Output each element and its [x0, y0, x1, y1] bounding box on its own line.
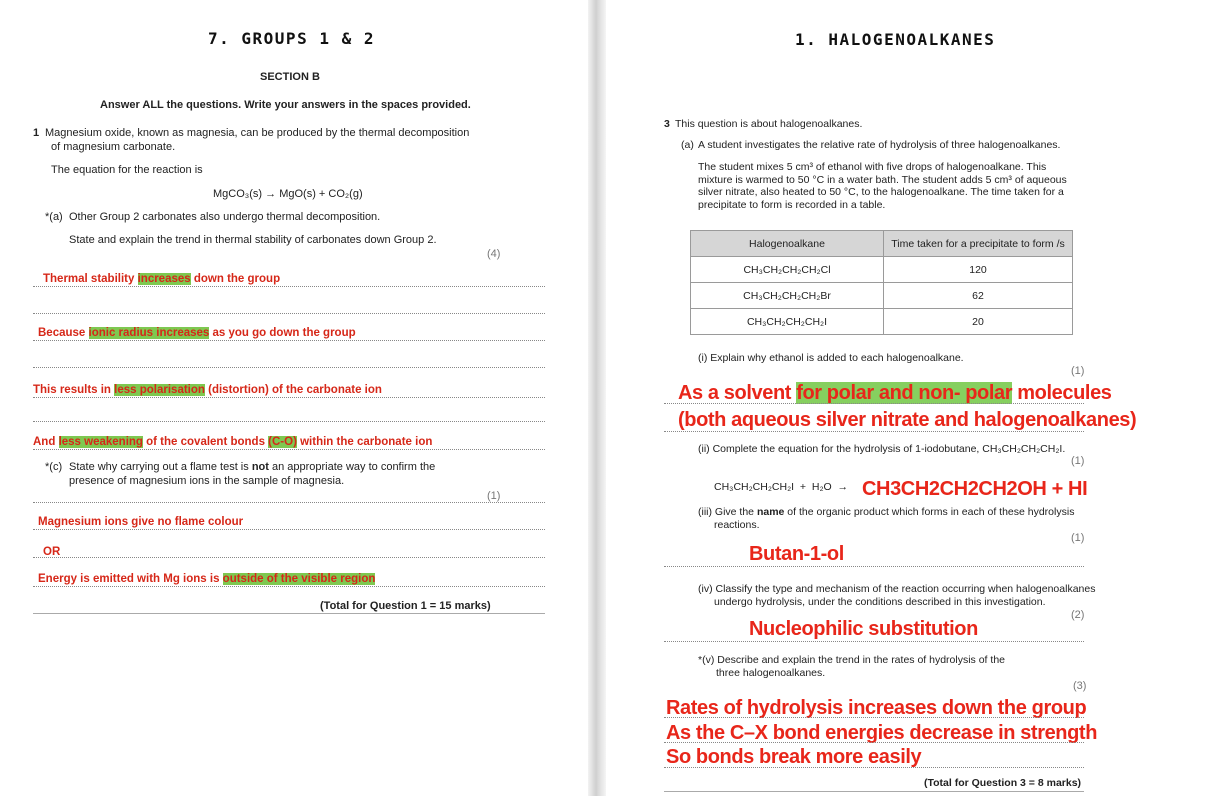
answer-text: Thermal stability increases down the group — [43, 273, 281, 285]
answer-line — [664, 431, 1084, 432]
part-text: presence of magnesium ions in the sample of magnesia. — [69, 475, 345, 487]
sub-question: reactions. — [714, 519, 760, 531]
marks: (2) — [1071, 609, 1085, 621]
table-row — [691, 309, 1073, 335]
equation: MgCO₃(s) → MgO(s) + CO₂(g) — [213, 188, 363, 200]
table-row — [691, 257, 1073, 283]
answer-line — [664, 566, 1084, 567]
method-text: precipitate to form is recorded in a table. — [698, 199, 886, 211]
instructions: Answer ALL the questions. Write your answers in the spaces provided. — [100, 99, 471, 111]
part-label: (a) — [681, 139, 694, 151]
question-text: This question is about halogenoalkanes. — [675, 118, 863, 130]
table-cell: 20 — [884, 309, 1073, 335]
marks: (4) — [487, 248, 501, 260]
answer-text: Because ionic radius increases as you go down the group — [38, 327, 356, 339]
answer-line — [33, 286, 545, 287]
table-cell: 120 — [884, 257, 1073, 283]
left-page — [0, 0, 588, 796]
answer-text: (both aqueous silver nitrate and halogenoalkanes) — [678, 409, 1137, 431]
answer-text: As the C–X bond energies decrease in strength — [666, 722, 1098, 744]
section-heading: SECTION B — [260, 71, 320, 83]
table-cell: CH₃CH₂CH₂CH₂I — [691, 309, 884, 335]
sub-question: (i) Explain why ethanol is added to each halogenoalkane. — [698, 352, 964, 364]
part-label: *(c) — [45, 461, 63, 473]
answer-text: So bonds break more easily — [666, 746, 922, 768]
answer-line — [664, 767, 1084, 768]
sub-question: three halogenoalkanes. — [716, 667, 826, 679]
left-page-title: 7. GROUPS 1 & 2 — [208, 29, 375, 48]
answer-text: Butan-1-ol — [749, 543, 844, 565]
sub-question: (iii) Give the name of the organic product which forms in each of these hydrolysis — [698, 506, 1075, 518]
answer-line — [33, 557, 545, 558]
part-text: A student investigates the relative rate of hydrolysis of three halogenoalkanes. — [698, 139, 1061, 151]
answer-line — [33, 313, 545, 314]
part-label: *(a) — [45, 211, 63, 223]
marks: (1) — [487, 490, 501, 502]
sub-question: (ii) Complete the equation for the hydrolysis of 1-iodobutane, CH₃CH₂CH₂CH₂I. — [698, 443, 1066, 455]
answer-line — [33, 340, 545, 341]
answer-line — [33, 397, 545, 398]
answer-text: This results in less polarisation (distortion) of the carbonate ion — [33, 384, 382, 396]
sub-question: *(v) Describe and explain the trend in the rates of hydrolysis of the — [698, 654, 1005, 666]
question-total: (Total for Question 1 = 15 marks) — [320, 600, 491, 612]
answer-text: Energy is emitted with Mg ions is outside of the visible region — [38, 573, 376, 585]
marks: (1) — [1071, 455, 1085, 467]
equation-intro: The equation for the reaction is — [51, 164, 203, 176]
table-header: Halogenoalkane — [691, 231, 884, 257]
question-text-line: Magnesium oxide, known as magnesia, can be produced by the thermal decomposition — [45, 127, 470, 139]
sub-question: undergo hydrolysis, under the conditions described in this investigation. — [714, 596, 1046, 608]
marks: (3) — [1073, 680, 1087, 692]
answer-line — [664, 641, 1084, 642]
right-page — [606, 0, 1205, 796]
table-cell: CH₃CH₂CH₂CH₂Br — [691, 283, 884, 309]
answer-line — [664, 717, 1084, 718]
part-text: Other Group 2 carbonates also undergo thermal decomposition. — [69, 211, 381, 223]
table-cell: 62 — [884, 283, 1073, 309]
answer-text: CH3CH2CH2CH2OH + HI — [862, 478, 1088, 500]
method-text: The student mixes 5 cm³ of ethanol with five drops of halogenoalkane. This — [698, 161, 1047, 173]
question-number: 3 — [664, 118, 670, 130]
answer-line — [33, 586, 545, 587]
sub-question: (iv) Classify the type and mechanism of the reaction occurring when halogenoalkanes — [698, 583, 1096, 595]
total-line — [664, 791, 1084, 792]
question-number: 1 — [33, 127, 40, 139]
answer-line — [33, 502, 545, 503]
question-total: (Total for Question 3 = 8 marks) — [924, 777, 1082, 789]
marks: (1) — [1071, 532, 1085, 544]
answer-line — [33, 529, 545, 530]
book-gutter — [588, 0, 606, 796]
total-line — [33, 613, 545, 614]
marks: (1) — [1071, 365, 1085, 377]
answer-line — [33, 367, 545, 368]
table-header-row — [691, 231, 1073, 257]
equation-left: CH₃CH₂CH₂CH₂I + H₂O → — [714, 481, 849, 493]
table-header: Time taken for a precipitate to form /s — [884, 231, 1073, 257]
answer-text: OR — [43, 546, 61, 558]
table-cell: CH₃CH₂CH₂CH₂Cl — [691, 257, 884, 283]
table-row — [691, 283, 1073, 309]
answer-text: Magnesium ions give no flame colour — [38, 516, 244, 528]
answer-text: As a solvent for polar and non- polar molecules — [678, 382, 1112, 404]
right-page-title: 1. HALOGENOALKANES — [795, 30, 996, 49]
answer-text: And less weakening of the covalent bonds (C-O) within the carbonate ion — [33, 436, 433, 448]
results-table — [690, 230, 1073, 335]
answer-text: Rates of hydrolysis increases down the group — [666, 697, 1087, 719]
answer-line — [664, 742, 1084, 743]
method-text: silver nitrate, also heated to 50 °C, to the halogenoalkane. The time taken for a — [698, 186, 1064, 198]
part-text: State why carrying out a flame test is not an appropriate way to confirm the — [69, 461, 436, 473]
answer-line — [664, 403, 1084, 404]
question-text-line: of magnesium carbonate. — [51, 141, 176, 153]
answer-line — [33, 421, 545, 422]
part-instruction: State and explain the trend in thermal stability of carbonates down Group 2. — [69, 234, 437, 246]
answer-line — [33, 449, 545, 450]
method-text: mixture is warmed to 50 °C in a water bath. The student adds 5 cm³ of aqueous — [698, 174, 1067, 186]
answer-text: Nucleophilic substitution — [749, 618, 978, 640]
